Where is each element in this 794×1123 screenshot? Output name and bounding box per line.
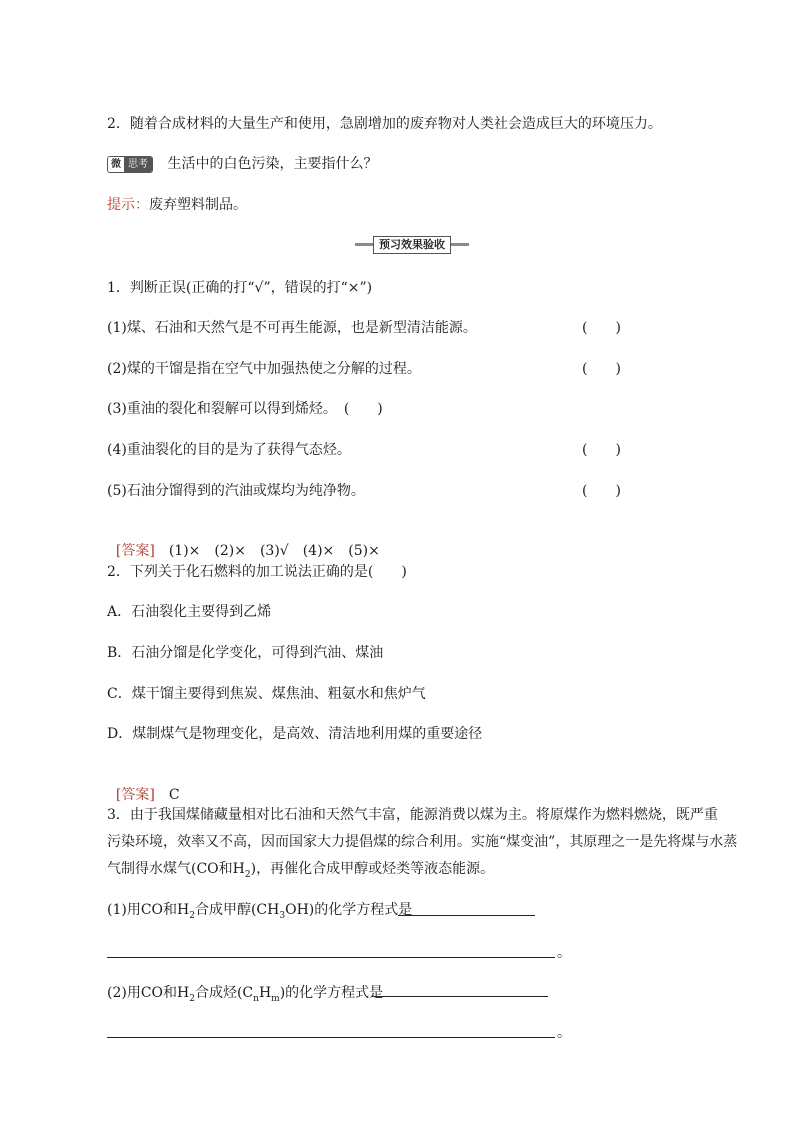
q3-sub-1-period: 。 xyxy=(557,945,571,961)
q3-line-2: 污染环境，效率又不高，因而国家大力提倡煤的综合利用。实施“煤变油”，其原理之一是先将煤与水蒸 xyxy=(107,834,738,850)
hint-label: 提示： xyxy=(107,197,149,213)
q1-item-4: (4)重油裂化的目的是为了获得气态烃。 xyxy=(107,442,351,458)
q3-sub-1-b: 合成甲醇(CH xyxy=(194,902,280,918)
q2-option-d: D．煤制煤气是物理变化，是高效、清洁地利用煤的重要途径 xyxy=(107,726,483,742)
hint-row xyxy=(107,195,247,215)
think-question: 生活中的白色污染，主要指什么？ xyxy=(167,156,378,172)
q3-sub-1-a: (1)用CO和H xyxy=(107,902,190,918)
q1-answer xyxy=(107,521,380,561)
q2-option-a: A．石油裂化主要得到乙烯 xyxy=(107,604,272,620)
intro-item-2: 2．随着合成材料的大量生产和使用，急剧增加的废弃物对人类社会造成巨大的环境压力。 xyxy=(107,116,662,132)
q2-option-b: B．石油分馏是化学变化，可得到汽油、煤油 xyxy=(107,645,384,661)
q3-line-3-sub: 2 xyxy=(244,869,251,880)
q3-sub-1-sub-a: 2 xyxy=(189,910,195,921)
q1-item-2-paren: ( ) xyxy=(582,361,621,377)
q3-sub-1-c: OH)的化学方程式是 xyxy=(285,902,413,918)
q3-sub-1-sub-b: 3 xyxy=(279,910,286,921)
q3-line-3-a: 气制得水煤气(CO和H xyxy=(107,861,245,877)
q1-item-1: (1)煤、石油和天然气是不可再生能源，也是新型清洁能源。 xyxy=(107,320,477,336)
q3-sub-2-sub-b: n xyxy=(253,993,259,1004)
q3-sub-2-b: 合成烃(C xyxy=(194,985,254,1001)
q1-answer-label: [答案] xyxy=(115,543,155,559)
q3-sub-1 xyxy=(107,900,412,926)
q1-stem: 1．判断正误(正确的打“√”，错误的打“×”) xyxy=(107,280,373,296)
think-row xyxy=(107,154,377,174)
q1-item-3: (3)重油的裂化和裂解可以得到烯烃。 ( ) xyxy=(107,401,383,417)
section-banner xyxy=(355,236,469,252)
think-badge-a: 微 xyxy=(108,157,124,172)
hint-text: 废弃塑料制品。 xyxy=(149,197,247,213)
q1-answer-text: (1)× (2)× (3)√ (4)× (5)× xyxy=(168,543,380,559)
q2-answer-label: [答案] xyxy=(115,787,155,803)
q2-answer-text: C xyxy=(168,787,180,803)
q3-line-1: 3．由于我国煤储藏量相对比石油和天然气丰富，能源消费以煤为主。将原煤作为燃料燃烧，既严重 xyxy=(107,807,718,823)
q3-sub-1-blank-b[interactable] xyxy=(107,957,555,958)
q2-option-c: C．煤干馏主要得到焦炭、煤焦油、粗氨水和焦炉气 xyxy=(107,686,426,702)
q1-item-2: (2)煤的干馏是指在空气中加强热使之分解的过程。 xyxy=(107,361,421,377)
q3-sub-2 xyxy=(107,983,383,1009)
q2-stem: 2．下列关于化石燃料的加工说法正确的是( ) xyxy=(107,564,407,580)
q2-answer xyxy=(107,765,180,805)
q3-line-3 xyxy=(107,859,494,885)
q1-item-5-paren: ( ) xyxy=(582,483,621,499)
q1-item-4-paren: ( ) xyxy=(582,442,621,458)
q3-sub-2-c: H xyxy=(258,985,272,1001)
q3-sub-2-period: 。 xyxy=(557,1025,571,1041)
think-badge-b: 思考 xyxy=(124,157,152,172)
q1-item-5: (5)石油分馏得到的汽油或煤均为纯净物。 xyxy=(107,483,365,499)
q3-sub-2-sub-a: 2 xyxy=(189,993,195,1004)
section-title: 预习效果验收 xyxy=(373,236,451,254)
think-badge-icon xyxy=(107,156,153,173)
q3-line-3-b: )，再催化合成甲醇或烃类等液态能源。 xyxy=(250,861,495,877)
q3-sub-2-a: (2)用CO和H xyxy=(107,985,190,1001)
q3-sub-2-d: )的化学方程式是 xyxy=(279,985,384,1001)
q3-sub-2-blank-b[interactable] xyxy=(107,1037,555,1038)
q3-sub-2-blank-a[interactable] xyxy=(372,996,548,997)
q1-item-1-paren: ( ) xyxy=(582,320,621,336)
q3-sub-2-sub-c: m xyxy=(271,993,280,1004)
q3-sub-1-blank-a[interactable] xyxy=(398,915,535,916)
